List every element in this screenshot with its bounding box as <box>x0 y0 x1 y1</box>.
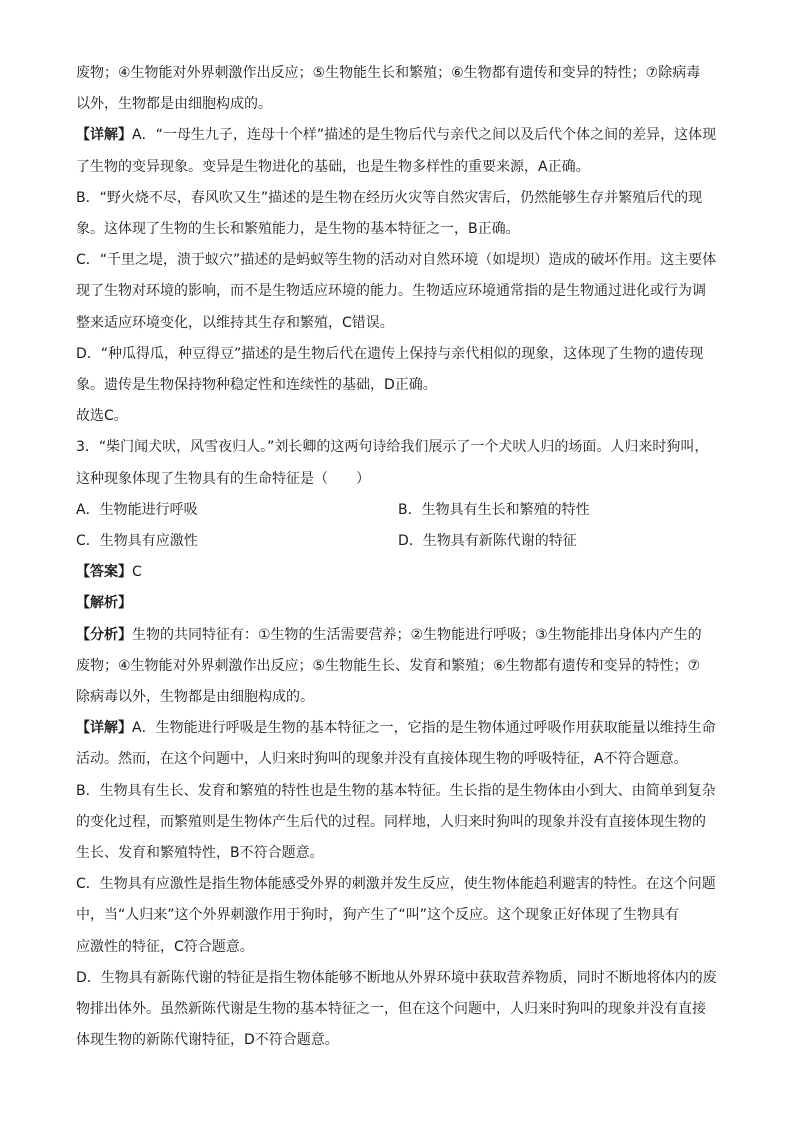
text-line <box>76 370 726 401</box>
line-text: 物排出体外。虽然新陈代谢是生物的基本特征之一，但在这个问题中，人归来时狗叫的现象并没有直接 <box>76 1001 706 1018</box>
line-text: B．生物具有生长、发育和繁殖的特性也是生物的基本特征。生长指的是生物体由小到大、由简单到复杂 <box>76 782 716 799</box>
options-row <box>76 526 726 557</box>
text-line <box>76 994 726 1025</box>
text-line <box>76 339 726 370</box>
options-row <box>76 495 726 526</box>
answer-value: C <box>132 564 142 581</box>
line-text: C．生物具有应激性是指生物体能感受外界的刺激并发生反应，使生物体能趋利避害的特性。在这个问题 <box>76 876 716 893</box>
line-text: 的变化过程，而繁殖则是生物体产生后代的过程。同样地，人归来时狗叫的现象并没有直接体现生物的 <box>76 813 706 830</box>
text-line <box>76 900 726 931</box>
text-line <box>76 401 726 432</box>
text-line <box>76 152 726 183</box>
text-line <box>76 682 726 713</box>
line-text: 整来适应环境变化，以维持其生存和繁殖，C错误。 <box>76 314 394 331</box>
text-line <box>76 276 726 307</box>
line-text: A．生物能进行呼吸是生物的基本特征之一，它指的是生物体通过呼吸作用获取能量以维持生命 <box>132 720 716 737</box>
line-text: 废物；④生物能对外界刺激作出反应；⑤生物能生长和繁殖；⑥生物都有遗传和变异的特性；⑦除病毒 <box>76 65 701 81</box>
text-line <box>76 807 726 838</box>
section-label: 【详解】 <box>76 720 132 737</box>
section-label: 【分析】 <box>76 626 132 643</box>
section-label: 【详解】 <box>76 127 132 144</box>
option-b: B．生物具有生长和繁殖的特性 <box>398 501 590 518</box>
answer-label: 【答案】 <box>76 564 132 581</box>
text-line <box>76 651 726 682</box>
line-text: 中，当“人归来”这个外界刺激作用于狗时，狗产生了“叫”这个反应。这个现象正好体现了生物具有 <box>76 907 680 924</box>
line-text: 3．“柴门闻犬吠，风雪夜归人。”刘长卿的这两句诗给我们展示了一个犬吠人归的场面。人归来时狗叫， <box>76 439 709 456</box>
line-text: 以外，生物都是由细胞构成的。 <box>76 96 272 113</box>
option-c: C．生物具有应激性 <box>76 533 198 550</box>
line-text: 象。这体现了生物的生长和繁殖能力，是生物的基本特征之一，B正确。 <box>76 221 520 238</box>
line-text: 现了生物对环境的影响，而不是生物适应环境的能力。生物适应环境通常指的是生物通过进化或行为调 <box>76 283 706 300</box>
line-text: 生长、发育和繁殖特性，B不符合题意。 <box>76 845 324 862</box>
text-line <box>76 963 726 994</box>
text-line <box>76 183 726 214</box>
line-text: 活动。然而，在这个问题中，人归来时狗叫的现象并没有直接体现生物的呼吸特征，A不符合题意。 <box>76 751 688 768</box>
line-text: 了生物的变异现象。变异是生物进化的基础，也是生物多样性的重要来源，A正确。 <box>76 158 590 175</box>
analysis-heading <box>76 588 726 619</box>
line-text: C．“千里之堤，溃于蚁穴”描述的是蚂蚁等生物的活动对自然环境（如堤坝）造成的破坏作用。这主要体 <box>76 252 717 269</box>
document-content <box>76 58 726 1057</box>
text-line <box>76 214 726 245</box>
text-line <box>76 58 726 89</box>
text-line <box>76 120 726 151</box>
option-a: A．生物能进行呼吸 <box>76 501 198 518</box>
text-line <box>76 932 726 963</box>
option-d: D．生物具有新陈代谢的特征 <box>398 533 577 550</box>
line-text: 象。遗传是生物保持物种稳定性和连续性的基础，D正确。 <box>76 377 437 394</box>
line-text: 应激性的特征，C符合题意。 <box>76 938 254 955</box>
answer-line <box>76 557 726 588</box>
question-stem <box>76 464 726 495</box>
line-text: 生物的共同特征有：①生物的生活需要营养；②生物能进行呼吸；③生物能排出身体内产生的 <box>132 626 702 643</box>
text-line <box>76 89 726 120</box>
line-text: 这种现象体现了生物具有的生命特征是（ ） <box>76 470 370 487</box>
text-line <box>76 744 726 775</box>
line-text: A．“一母生九子，连母十个样”描述的是生物后代与亲代之间以及后代个体之间的差异，这体现 <box>132 127 717 144</box>
line-text: 废物；④生物能对外界刺激作出反应；⑤生物能生长、发育和繁殖；⑥生物都有遗传和变异的特性；⑦ <box>76 657 701 674</box>
text-line <box>76 308 726 339</box>
line-text: 除病毒以外，生物都是由细胞构成的。 <box>76 689 314 706</box>
text-line <box>76 838 726 869</box>
text-line <box>76 1025 726 1056</box>
line-text: D．生物具有新陈代谢的特征是指生物体能够不断地从外界环境中获取营养物质，同时不断地将体内的废 <box>76 969 717 986</box>
line-text: D．“种瓜得瓜，种豆得豆”描述的是生物后代在遗传上保持与亲代相似的现象，这体现了生物的遗传现 <box>76 345 704 362</box>
text-line <box>76 869 726 900</box>
line-text: B．“野火烧不尽，春风吹又生”描述的是生物在经历火灾等自然灾害后，仍然能够生存并繁殖后代的现 <box>76 189 703 206</box>
text-line <box>76 245 726 276</box>
text-line <box>76 620 726 651</box>
text-line <box>76 713 726 744</box>
analysis-label: 【解析】 <box>76 595 132 612</box>
line-text: 故选C。 <box>76 408 128 425</box>
text-line <box>76 776 726 807</box>
question-stem <box>76 432 726 463</box>
line-text: 体现生物的新陈代谢特征，D不符合题意。 <box>76 1032 339 1049</box>
